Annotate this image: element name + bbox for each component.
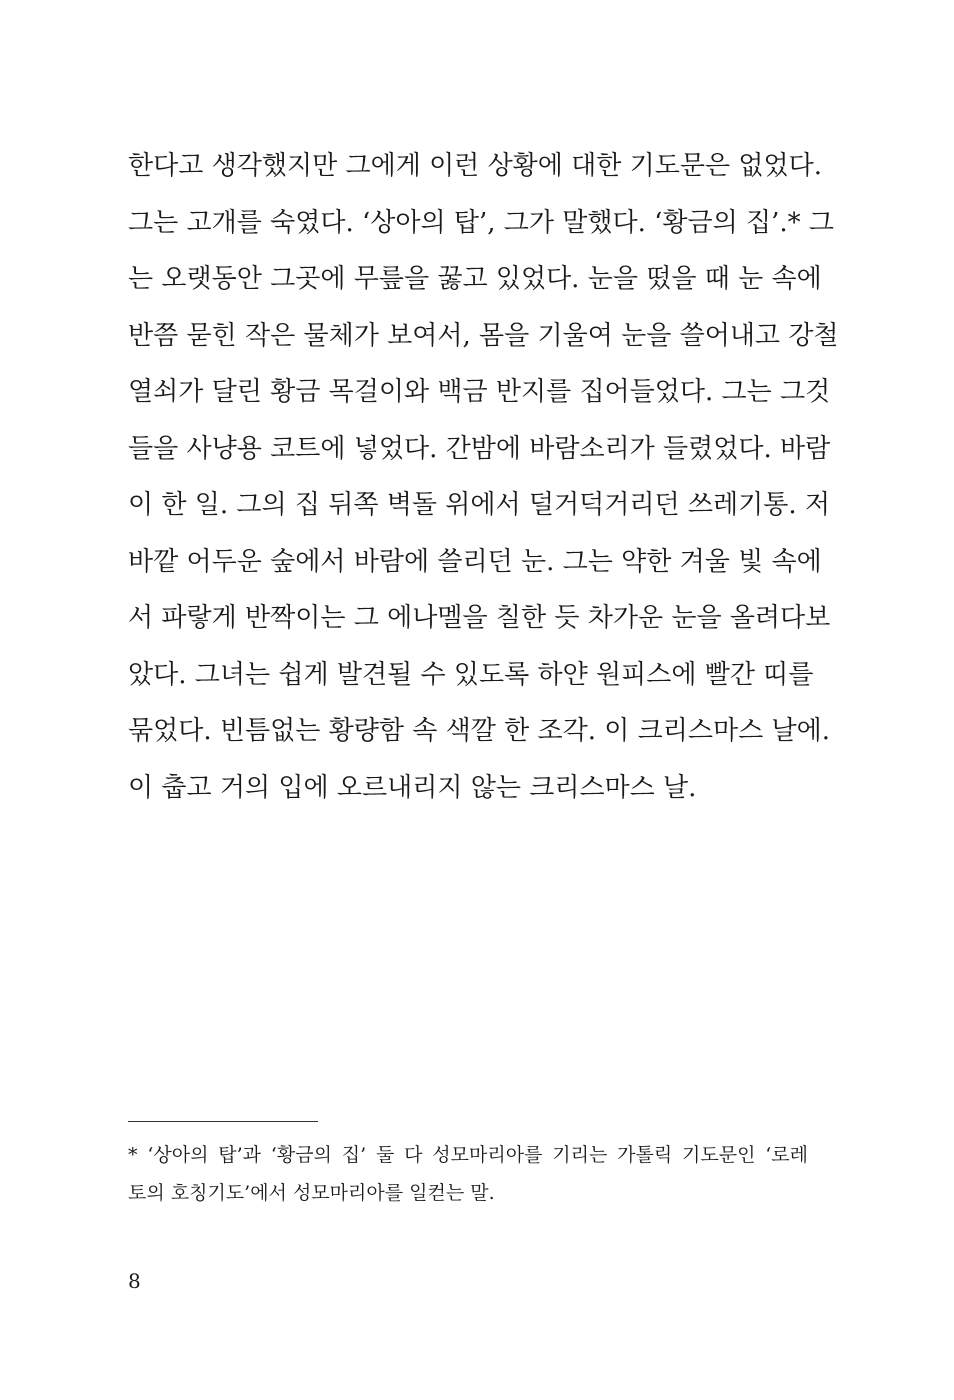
body-line: 서 파랗게 반짝이는 그 에나멜을 칠한 듯 차가운 눈을 올려다보 bbox=[128, 603, 831, 633]
body-line: 열쇠가 달린 황금 목걸이와 백금 반지를 집어들었다. 그는 그것 bbox=[128, 377, 831, 407]
body-line: 그는 고개를 숙였다. ‘상아의 탑’, 그가 말했다. ‘황금의 집’.* 그 bbox=[128, 207, 835, 238]
body-line: 바깥 어두운 숲에서 바람에 쓸리던 눈. 그는 약한 겨울 빛 속에 bbox=[128, 546, 822, 577]
footnote-line: 토의 호칭기도’에서 성모마리아를 일컫는 말. bbox=[128, 1182, 495, 1204]
body-line: 한다고 생각했지만 그에게 이런 상황에 대한 기도문은 없었다. bbox=[128, 151, 823, 181]
body-line: 는 오랫동안 그곳에 무릎을 꿇고 있었다. 눈을 떴을 때 눈 속에 bbox=[128, 264, 822, 294]
footnote-divider bbox=[128, 1121, 318, 1122]
body-line: 이 춥고 거의 입에 오르내리지 않는 크리스마스 날. bbox=[128, 772, 697, 803]
footnote bbox=[128, 1136, 808, 1212]
body-line: 았다. 그녀는 쉽게 발견될 수 있도록 하얀 원피스에 빨간 띠를 bbox=[128, 659, 814, 690]
body-line: 이 한 일. 그의 집 뒤쪽 벽돌 위에서 덜거덕거리던 쓰레기통. 저 bbox=[128, 490, 830, 520]
body-line: 반쯤 묻힌 작은 물체가 보여서, 몸을 기울여 눈을 쓸어내고 강철 bbox=[128, 320, 839, 351]
body-line: 묶었다. 빈틈없는 황량함 속 색깔 한 조각. 이 크리스마스 날에. bbox=[128, 716, 830, 746]
body-text bbox=[128, 138, 839, 816]
page-number: 8 bbox=[128, 1269, 141, 1293]
footnote-line: * ‘상아의 탑’과 ‘황금의 집’ 둘 다 성모마리아를 기리는 가톨릭 기도문인 ‘로레 bbox=[128, 1144, 808, 1166]
body-line: 들을 사냥용 코트에 넣었다. 간밤에 바람소리가 들렸었다. 바람 bbox=[128, 433, 831, 464]
